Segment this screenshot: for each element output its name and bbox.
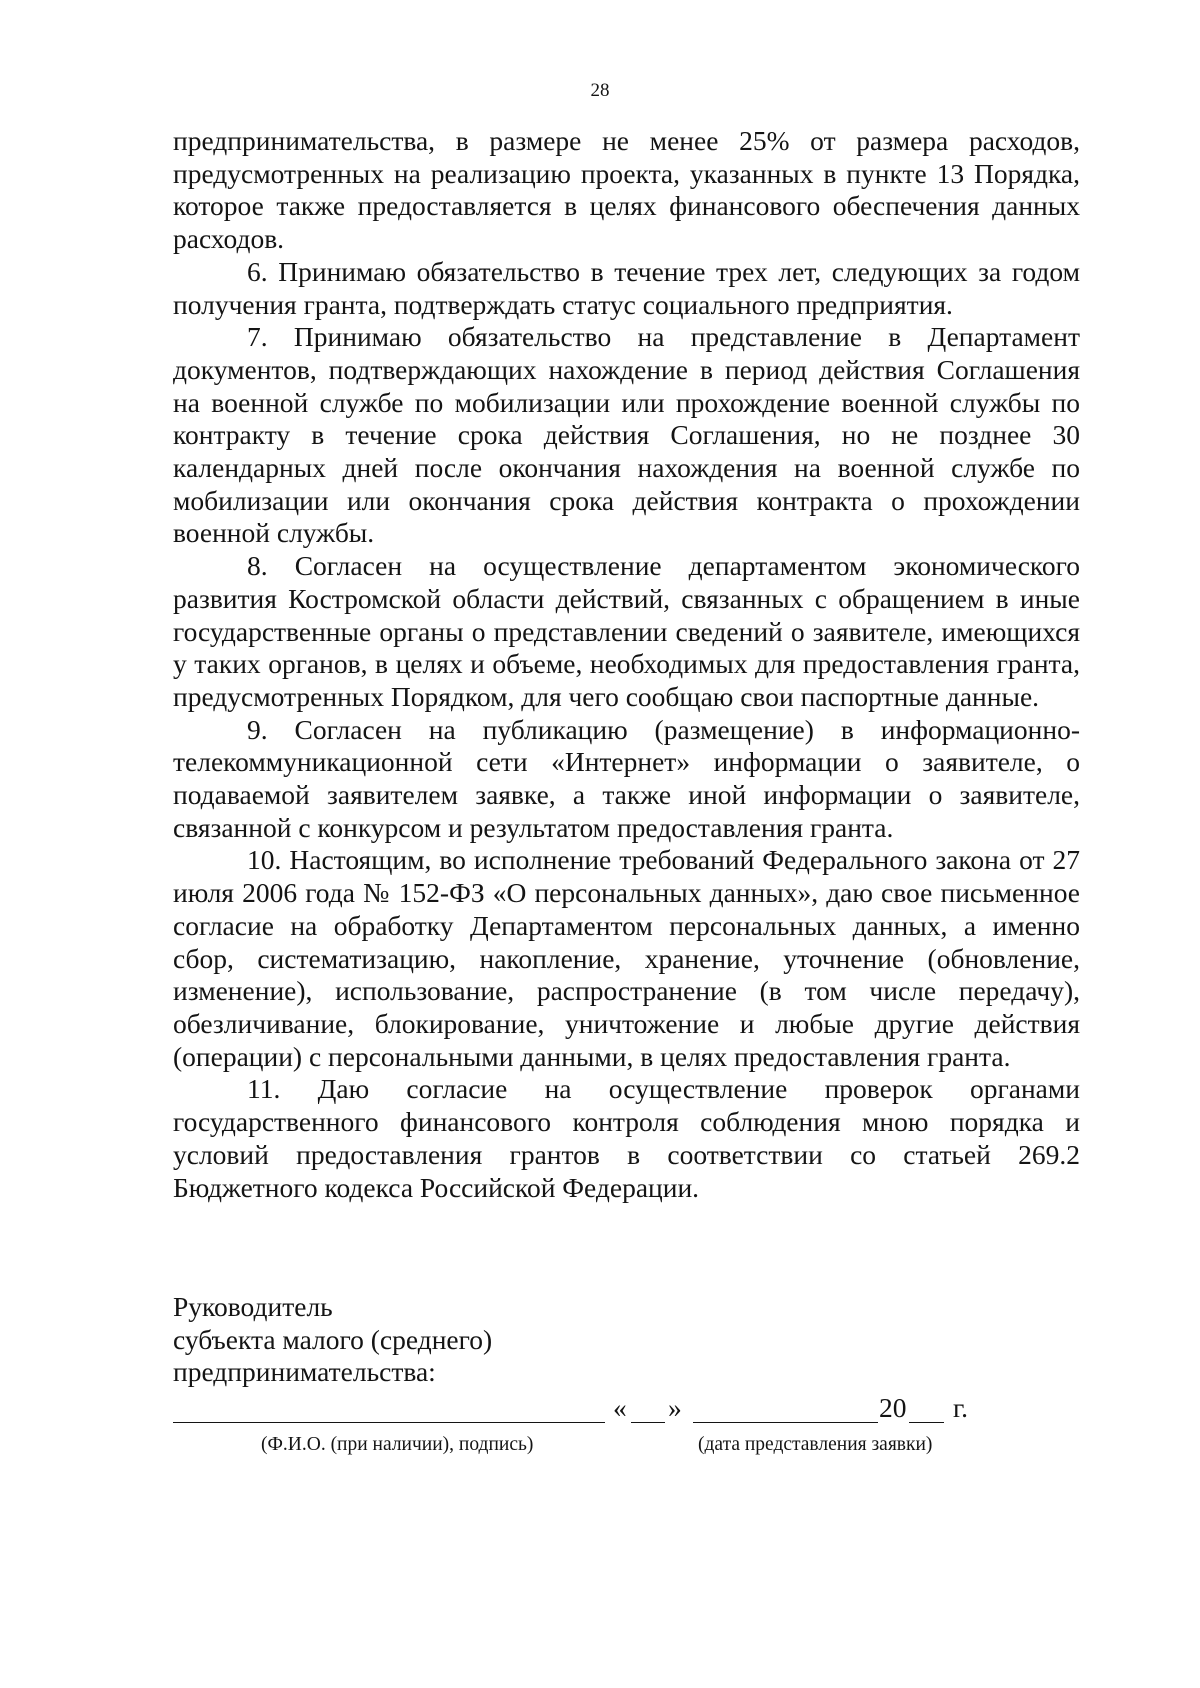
document-body	[173, 125, 1080, 1204]
day-line	[631, 1422, 665, 1423]
paragraph-11: 11. Даю согласие на осуществление проверок органами государственного финансового контроля соблюдения мною порядка и условий предоставления грантов в соответствии со статьей 269.2 Бюджетного кодекса Российской Федерации.	[173, 1073, 1080, 1203]
page-number: 28	[590, 80, 610, 101]
paragraph-9: 9. Согласен на публикацию (размещение) в информационно-телекоммуникационной сети «Интернет» информации о заявителе, о подаваемой заявителем заявке, а также иной информации о заявителе, связанной с конкурсом и результатом предоставления гранта.	[173, 713, 1080, 843]
name-caption: (Ф.И.О. (при наличии), подпись)	[261, 1434, 534, 1455]
signer-title	[173, 1291, 492, 1389]
signer-line-1: Руководитель	[173, 1291, 333, 1322]
paragraph-6: 6. Принимаю обязательство в течение трех лет, следующих за годом получения гранта, подтверждать статус социального предприятия.	[173, 255, 1080, 320]
signature-line	[173, 1422, 605, 1423]
paragraph-5-continuation: предпринимательства, в размере не менее 25% от размера расходов, предусмотренных на реализацию проекта, указанных в пункте 13 Порядка, которое также предоставляется в целях финансового обеспечения данных расходов.	[173, 125, 1080, 255]
year-prefix: 20	[879, 1392, 907, 1423]
paragraph-7: 7. Принимаю обязательство на представление в Департамент документов, подтверждающих нахождение в период действия Соглашения на военной службе по мобилизации или прохождение военной службы по контракту в течение срока действия Соглашения, но не позднее 30 календарных дней после окончания нахождения на военной службе по мобилизации или окончания срока действия контракта о прохождении военной службы.	[173, 321, 1080, 549]
year-line	[909, 1422, 944, 1423]
signer-line-3: предпринимательства:	[173, 1356, 436, 1388]
signature-block	[173, 1391, 1003, 1471]
day-open-quote: «	[613, 1392, 627, 1423]
day-close-quote: »	[668, 1392, 682, 1423]
signer-line-2: субъекта малого (среднего)	[173, 1323, 493, 1355]
month-line	[693, 1422, 878, 1423]
year-suffix: г.	[953, 1392, 969, 1423]
date-caption: (дата представления заявки)	[698, 1434, 933, 1455]
paragraph-8: 8. Согласен на осуществление департаментом экономического развития Костромской области действий, связанных с обращением в иные государственные органы о представлении сведений о заявителе, имеющихся у таких органов, в целях и объеме, необходимых для предоставления гранта, предусмотренных Порядком, для чего сообщаю свои паспортные данные.	[173, 550, 1080, 712]
paragraph-10: 10. Настоящим, во исполнение требований Федерального закона от 27 июля 2006 года № 152-ФЗ «О персональных данных», даю свое письменное согласие на обработку Департаментом персональных данных, а именно сбор, систематизацию, накопление, хранение, уточнение (обновление, изменение), использование, распространение (в том числе передачу), обезличивание, блокирование, уничтожение и любые другие действия (операции) с персональными данными, в целях предоставления гранта.	[173, 844, 1080, 1072]
